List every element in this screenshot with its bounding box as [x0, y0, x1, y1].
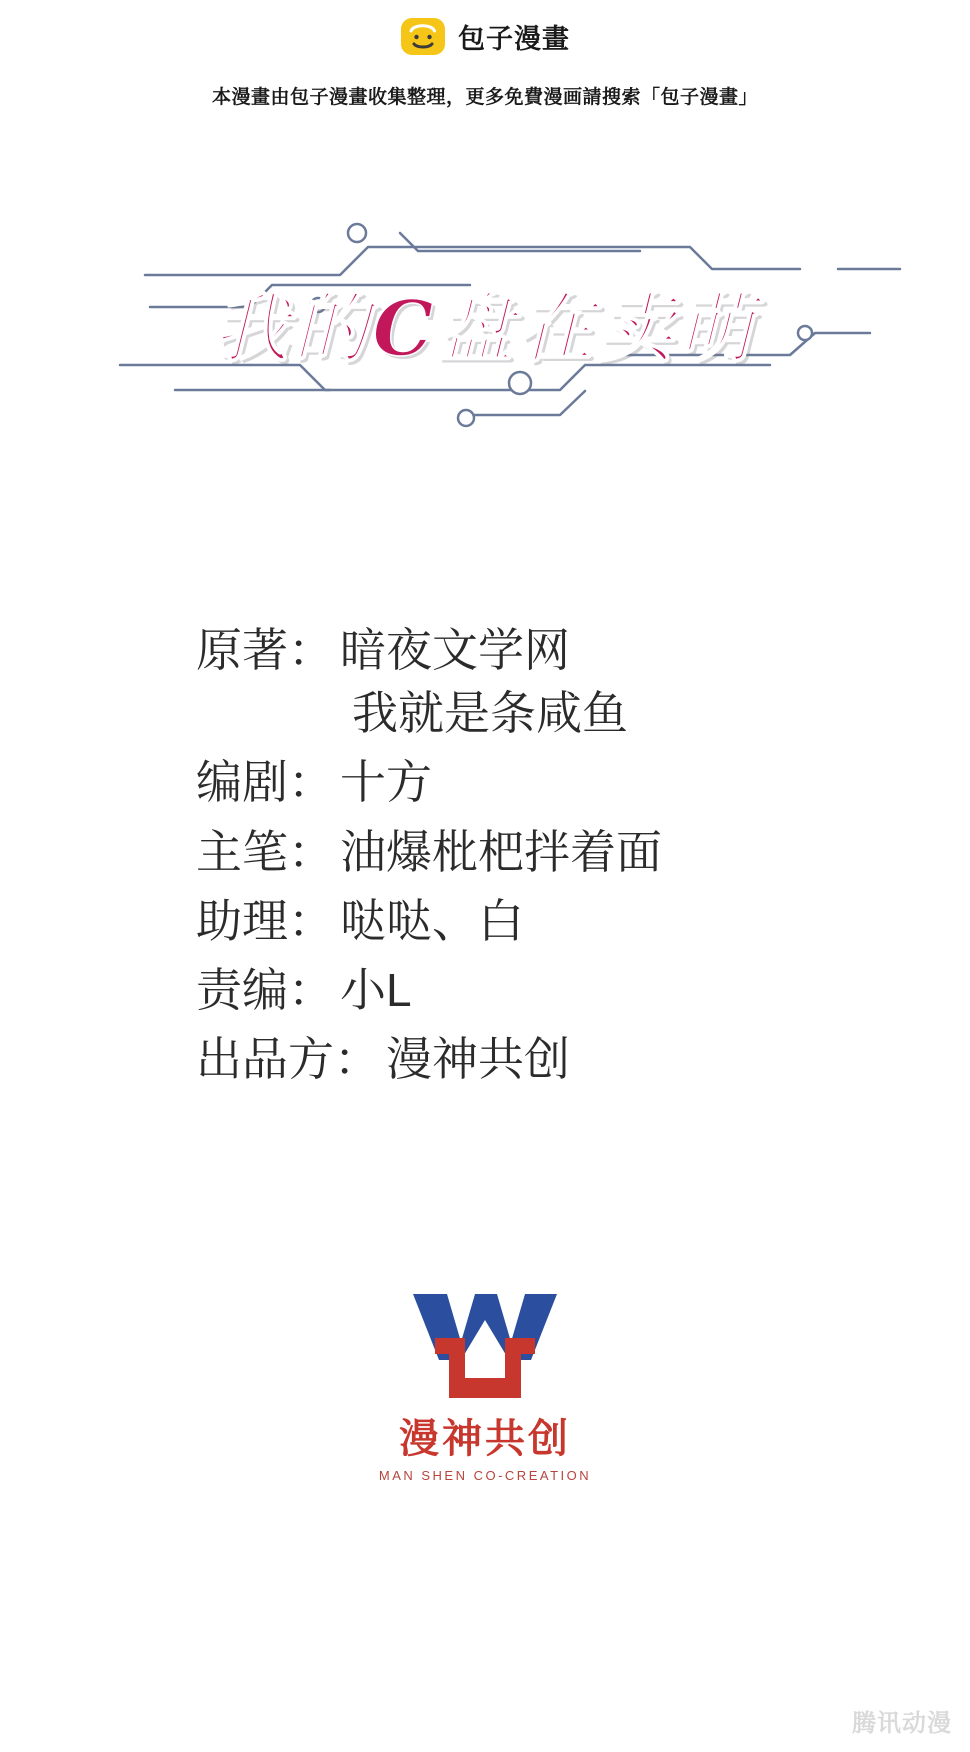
studio-subtitle: MAN SHEN CO-CREATION [378, 1468, 592, 1483]
credit-row [196, 683, 896, 744]
credit-row [196, 960, 896, 1021]
manshen-m-icon [405, 1290, 565, 1405]
studio-credit [0, 1290, 970, 1483]
brand-name: 包子漫畫 [458, 23, 570, 54]
credit-row [196, 1029, 896, 1090]
credit-label: 责编： [196, 963, 334, 1016]
credit-value: 我就是条咸鱼 [352, 687, 628, 740]
credit-value: 油爆枇杷拌着面 [340, 825, 662, 878]
credit-value: 十方 [340, 756, 432, 809]
credit-row [196, 620, 896, 681]
studio-name: 漫神共创 [399, 1417, 571, 1461]
credit-value: 暗夜文学网 [340, 624, 570, 676]
credit-label: 主笔： [196, 825, 334, 878]
credit-row [196, 822, 896, 883]
credit-label: 原著： [196, 624, 334, 676]
credit-label: 编剧： [196, 756, 334, 809]
page-title: 我的C盘在卖萌 [212, 284, 758, 373]
credit-value: 漫神共创 [386, 1033, 570, 1086]
credit-value: 哒哒、白 [340, 894, 524, 947]
site-brand-bar [0, 14, 970, 58]
credit-row [196, 752, 896, 813]
credit-value: 小L [340, 963, 412, 1016]
watermark: 腾讯动漫 [852, 1710, 952, 1737]
credit-label: 出品方： [196, 1033, 380, 1086]
brand-note: 本漫畫由包子漫畫收集整理，更多免費漫画請搜索「包子漫畫」 [211, 87, 758, 108]
credit-label: 助理： [196, 894, 334, 947]
credits-block [196, 620, 896, 1098]
credit-row [196, 891, 896, 952]
bun-icon [400, 14, 446, 58]
